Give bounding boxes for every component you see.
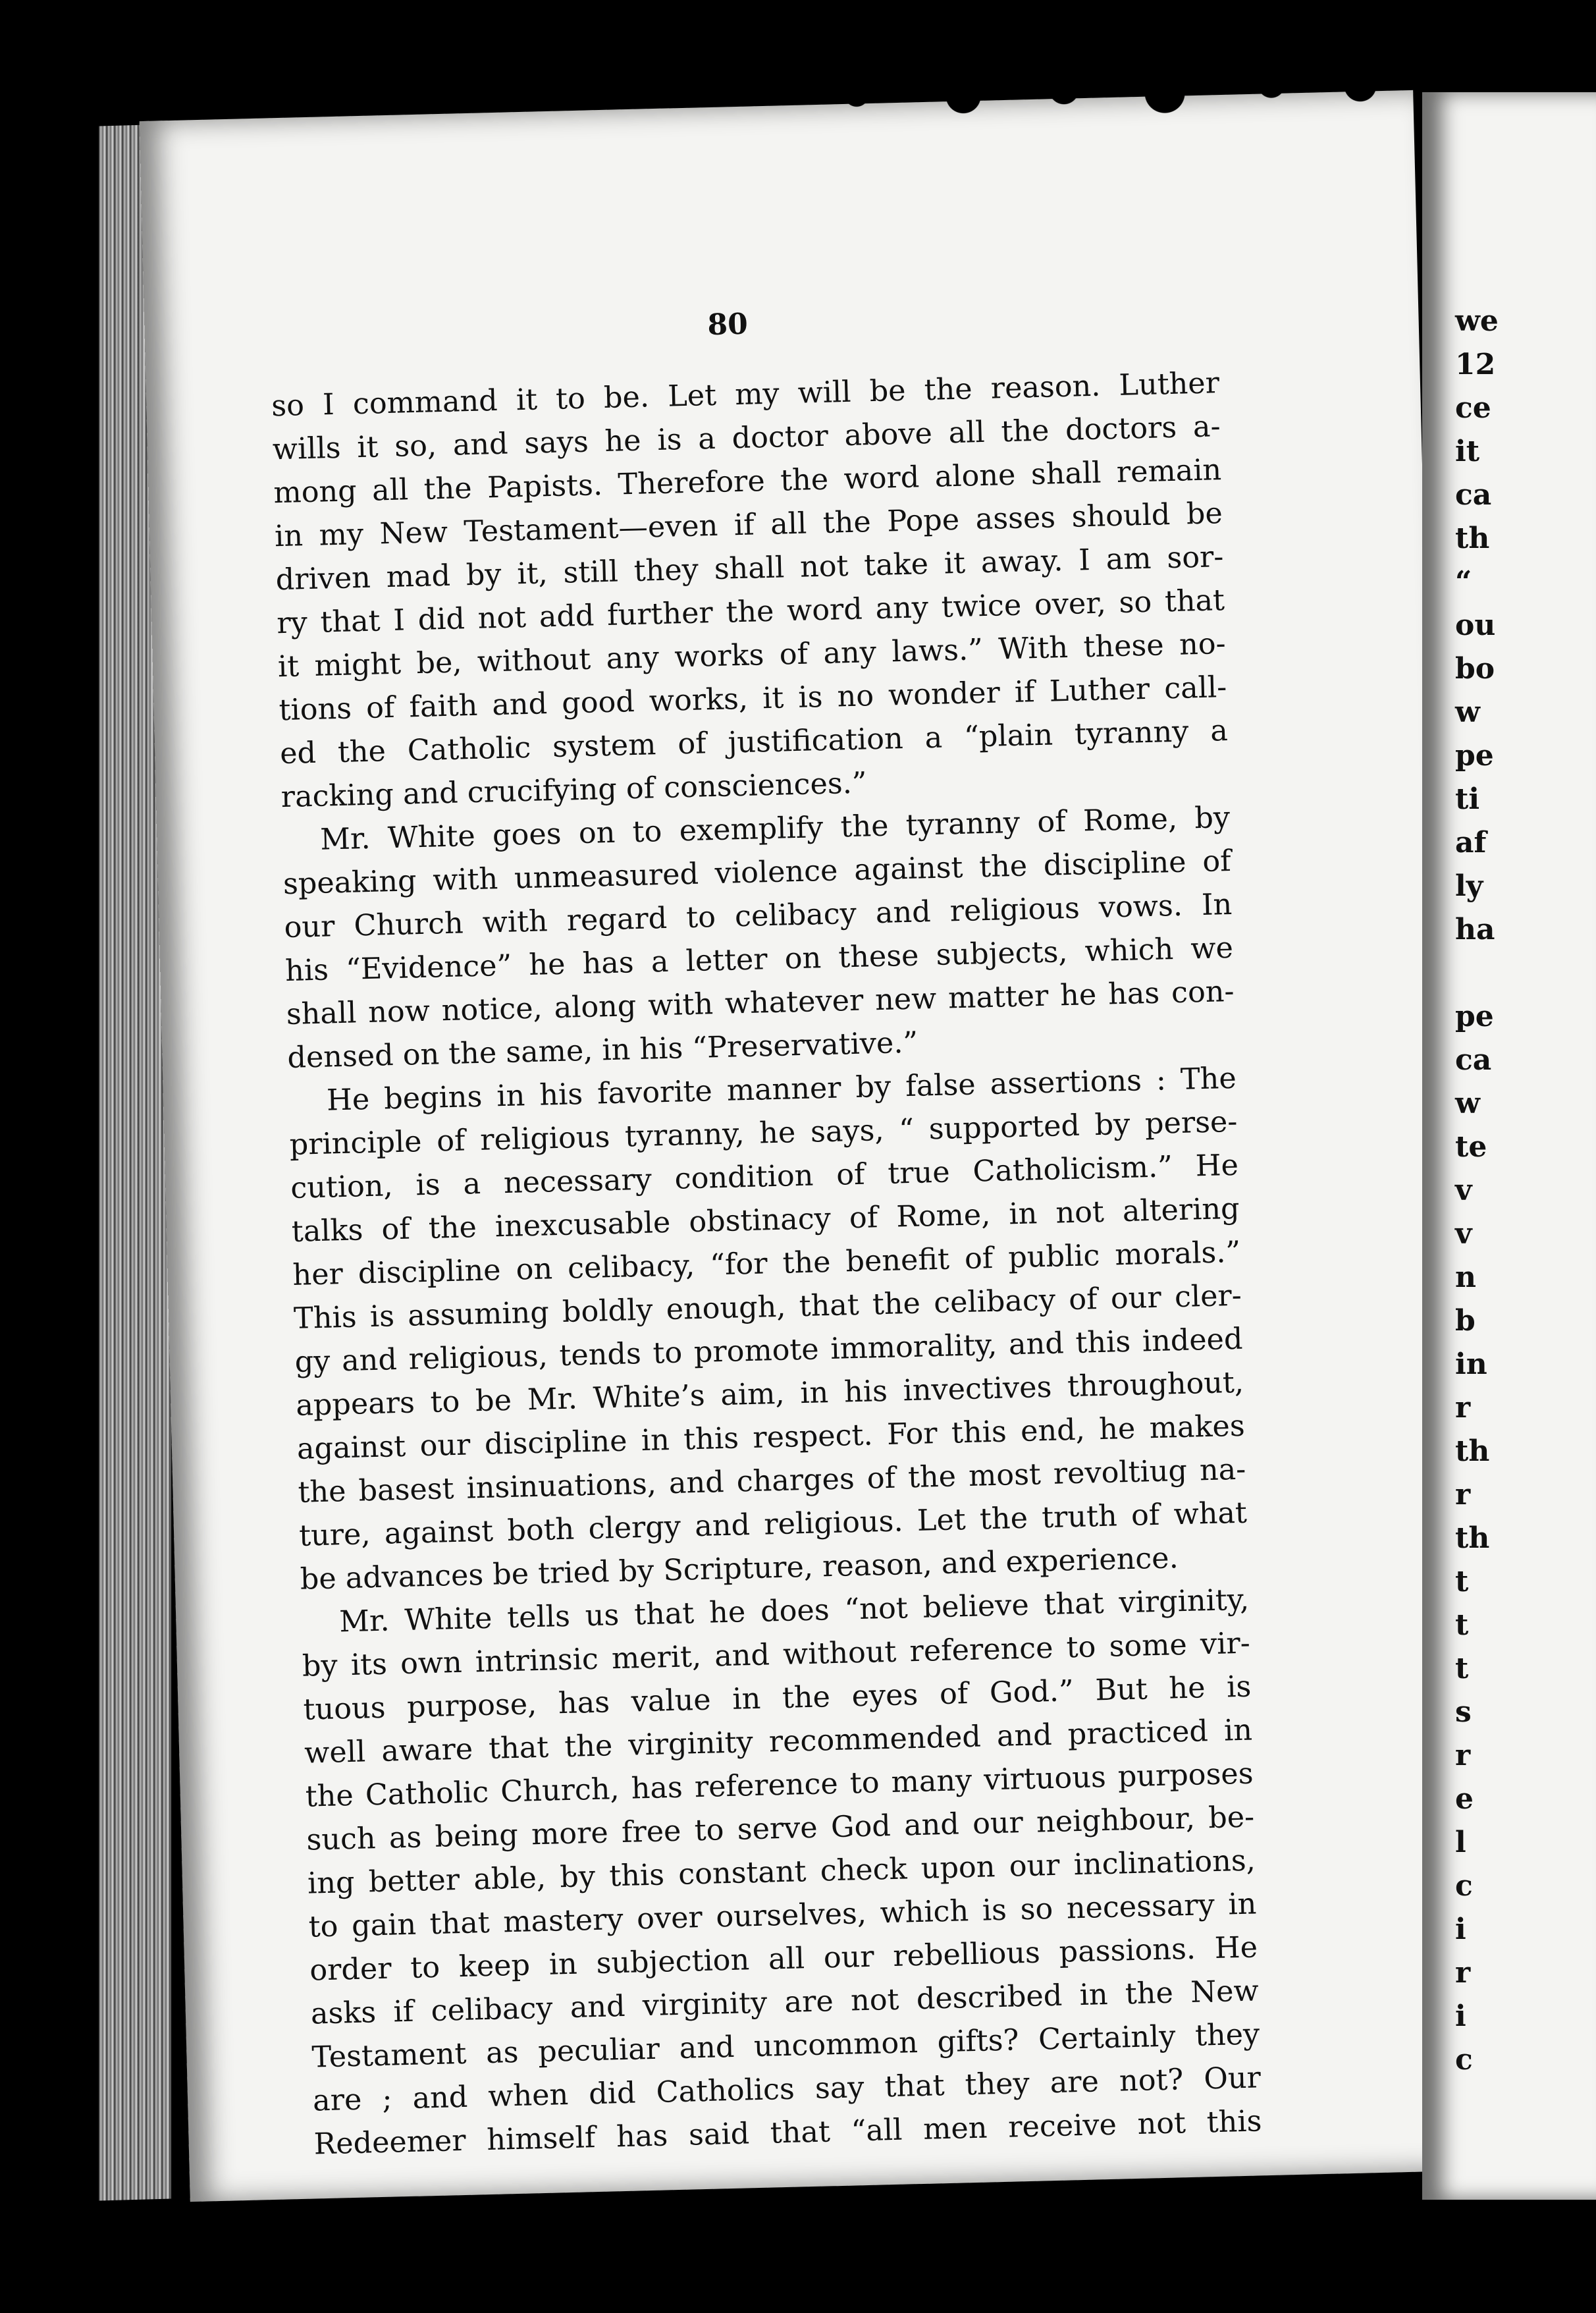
text-line: tuous purpose, has value in the eyes of God.” But he is (303, 1670, 1252, 1727)
text-line: his “Evidence” he has a letter on these subjects, which we (284, 931, 1234, 989)
text-line: He begins in his favorite manner by false assertions : The (326, 1061, 1237, 1118)
facing-fragment: s (1455, 1695, 1472, 1729)
text-line: the basest insinuations, and charges of the most revoltiug na- (298, 1452, 1246, 1510)
text-line: in my New Testament—even if all the Pope asses should be (274, 497, 1223, 554)
text-line: driven mad by it, still they shall not take it away. I am sor- (275, 540, 1224, 597)
facing-fragment: v (1455, 1174, 1472, 1207)
facing-fragment: 12 (1455, 348, 1496, 381)
facing-fragment: th (1455, 522, 1490, 555)
facing-fragment: t (1455, 1565, 1469, 1598)
book-page (140, 90, 1464, 2202)
text-line: ed the Catholic system of justification a “plain tyranny a (279, 714, 1229, 771)
facing-fragment: b (1455, 1304, 1476, 1338)
text-line: Testament as peculiar and uncommon gifts? Certainly they (311, 2017, 1260, 2075)
text-line: by its own intrinsic merit, and without reference to some vir- (302, 1626, 1251, 1683)
text-line: talks of the inexcusable obstinacy of Rome, in not altering (291, 1191, 1240, 1249)
facing-fragment: te (1455, 1130, 1487, 1164)
facing-fragment: e (1455, 1782, 1474, 1816)
text-line: This is assuming boldly enough, that the celibacy of our cler- (293, 1278, 1242, 1336)
facing-fragment: c (1455, 1869, 1473, 1903)
text-line: ture, against both clergy and religious. Let the truth of what (298, 1496, 1248, 1553)
text-line: shall now notice, along with whatever new matter he has con- (286, 974, 1235, 1032)
facing-fragment: it (1455, 435, 1480, 468)
facing-fragment: r (1455, 1956, 1471, 1990)
facing-fragment: th (1455, 1434, 1490, 1468)
facing-fragment: af (1455, 826, 1487, 859)
page-number: 80 (706, 307, 749, 342)
text-line: densed on the same, in his “Preservative.” (286, 1025, 918, 1075)
text-line: racking and crucifying of consciences.” (280, 766, 868, 815)
text-line: such as being more free to serve God and our neighbour, be- (306, 1800, 1255, 1857)
text-line: to gain that mastery over ourselves, which is so necessary in (308, 1887, 1257, 1944)
text-line: asks if celibacy and virginity are not described in the New (310, 1974, 1260, 2031)
paragraph-gap (1455, 952, 1499, 995)
text-line: are ; and when did Catholics say that they are not? Our (312, 2061, 1262, 2118)
facing-fragment: ti (1455, 782, 1480, 816)
facing-fragment: ou (1455, 609, 1496, 642)
facing-fragment: we (1455, 304, 1499, 338)
text-line: speaking with unmeasured violence against the discipline of (282, 844, 1232, 902)
facing-fragment: ca (1455, 478, 1492, 512)
facing-fragment: bo (1455, 652, 1495, 686)
text-line: tions of faith and good works, it is no wonder if Luther call- (278, 670, 1227, 728)
facing-fragment: c (1455, 2043, 1473, 2077)
facing-fragment: ha (1455, 913, 1495, 946)
facing-fragment: r (1455, 1478, 1471, 1511)
facing-fragment: r (1455, 1391, 1471, 1425)
torn-page-edge (797, 82, 1391, 136)
text-line: be advances be tried by Scripture, reason, and experience. (300, 1541, 1179, 1596)
text-line: ing better able, by this constant check upon our inclinations, (307, 1843, 1256, 1901)
facing-fragment: i (1455, 2000, 1466, 2033)
text-line: it might be, without any works of any laws.” With these no- (277, 627, 1227, 684)
facing-fragment: l (1455, 1826, 1466, 1859)
text-line: our Church with regard to celibacy and religious vows. In (284, 887, 1233, 945)
text-line: her discipline on celibacy, “for the benefit of public morals.” (292, 1235, 1241, 1292)
text-line: cution, is a necessary condition of true Catholicism.” He (290, 1148, 1239, 1205)
facing-fragment: in (1455, 1347, 1487, 1381)
text-line: so I command it to be. Let my will be the reason. Luther (271, 366, 1220, 423)
facing-fragment: r (1455, 1739, 1471, 1772)
text-line: gy and religious, tends to promote immorality, and this indeed (294, 1322, 1243, 1379)
facing-fragment: v (1455, 1217, 1472, 1251)
text-line: Redeemer himself has said that “all men receive not this (313, 2104, 1263, 2162)
facing-fragment: pe (1455, 1000, 1494, 1033)
facing-fragment: t (1455, 1652, 1469, 1685)
facing-fragment: pe (1455, 739, 1494, 773)
page-body-text (271, 362, 1263, 2166)
facing-fragment: n (1455, 1261, 1476, 1294)
facing-fragment: i (1455, 1913, 1466, 1946)
facing-page-text-fragments (1455, 300, 1499, 2082)
facing-fragment: ca (1455, 1043, 1492, 1077)
text-line: mong all the Papists. Therefore the word alone shall remain (273, 453, 1222, 510)
facing-fragment: w (1455, 695, 1480, 729)
text-line: Mr. White goes on to exemplify the tyranny of Rome, by (319, 800, 1231, 857)
text-line: wills it so, and says he is a doctor above all the doctors a- (272, 410, 1221, 467)
facing-fragment: ly (1455, 869, 1483, 903)
text-line: well aware that the virginity recommended and practiced in (304, 1713, 1253, 1770)
text-line: appears to be Mr. White’s aim, in his invectives throughout, (295, 1365, 1244, 1423)
facing-page (1422, 92, 1596, 2200)
text-line: Mr. White tells us that he does “not believe that virginity, (338, 1583, 1250, 1639)
text-line: the Catholic Church, has reference to many virtuous purposes (305, 1756, 1254, 1814)
facing-fragment: t (1455, 1608, 1469, 1642)
facing-fragment: w (1455, 1087, 1480, 1120)
facing-fragment: th (1455, 1521, 1490, 1555)
text-line: ry that I did not add further the word any twice over, so that (276, 584, 1225, 641)
text-line: against our discipline in this respect. For this end, he makes (296, 1409, 1246, 1466)
facing-fragment: “ (1455, 565, 1472, 599)
facing-fragment: ce (1455, 391, 1491, 425)
text-line: order to keep in subjection all our rebellious passions. He (309, 1930, 1258, 1988)
text-line: principle of religious tyranny, he says, “ supported by perse- (289, 1104, 1238, 1162)
